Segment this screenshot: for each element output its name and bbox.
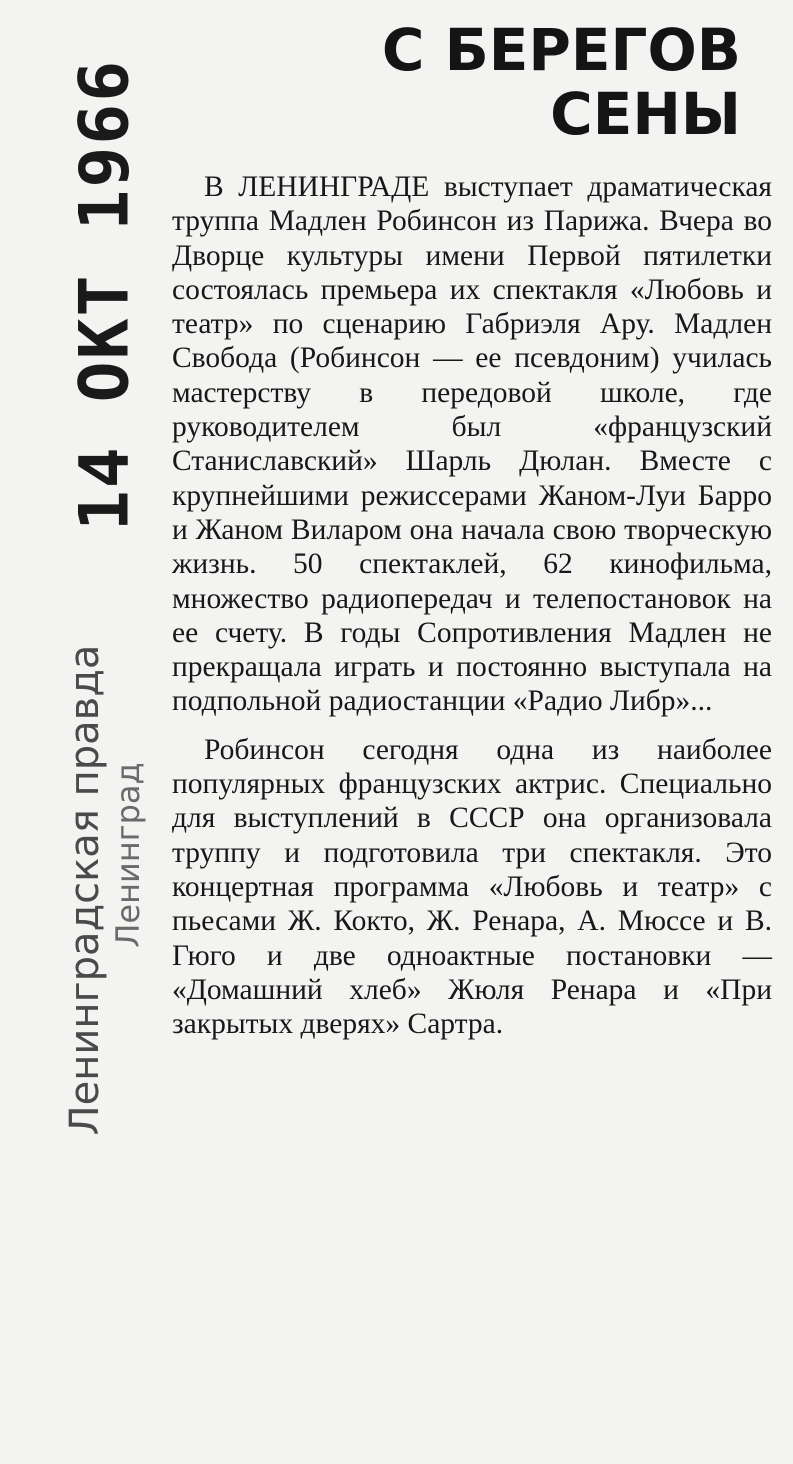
- headline-line-2: СЕНЫ: [550, 80, 741, 148]
- article-body: [172, 170, 772, 1041]
- date-stamp: 14 ОКТ 1966: [65, 58, 145, 532]
- headline-line-1: С БЕРЕГОВ: [381, 16, 741, 84]
- city-stamp: Ленинград: [109, 762, 147, 948]
- newspaper-name-stamp: Ленинградская правда: [62, 644, 108, 1136]
- article-paragraph-1: В ЛЕНИНГРАДЕ выступает драматическая труппа Мадлен Робинсон из Парижа. Вчера во Дворце культуры имени Первой пятилетки состоялась премьера их спектакля «Любовь и театр» по сценарию Габриэля Ару. Мадлен Свобода (Робинсон — ее псевдоним) училась мастерству в передовой школе, где руководителем был «французский Станиславский» Шарль Дюлан. Вместе с крупнейшими режиссерами Жаном-Луи Барро и Жаном Виларом она начала свою творческую жизнь. 50 спектаклей, 62 кинофильма, множество радиопередач и телепостановок на ее счету. В годы Сопротивления Мадлен не прекращала играть и постоянно выступала на подпольной радиостанции «Радио Либр»...: [172, 171, 772, 718]
- article-paragraph-2: Робинсон сегодня одна из наиболее популярных французских актрис. Специально для выступлений в СССР она организовала труппу и подготовила три спектакля. Это концертная программа «Любовь и театр» с пьесами Ж. Кокто, Ж. Ренара, А. Мюссе и В. Гюго и две одноактные постановки — «Домашний хлеб» Жюля Ренара и «При закрытых дверях» Сартра.: [172, 733, 772, 1041]
- article-headline: [221, 18, 741, 146]
